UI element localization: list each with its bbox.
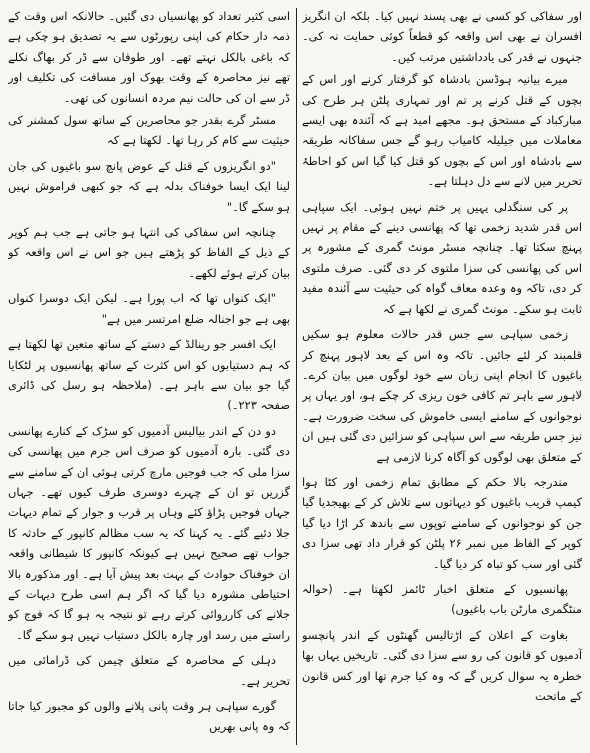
paragraph: میرے بیانیہ ہوڈسن بادشاہ کو گرفتار کرنے اور اس کے بچوں کے قتل کرنے پر تم اور تمہاری پلٹن ہر طرح کی مبارکباد کے مستحق ہو۔ مجھے امید ہے کہ آئندہ بھی ایسے معاملات میں جیلیلہ کامیاب رہو گے جس سفاکانہ طریقہ سے بادشاہ اور اس کے بچوں کو قتل کیا گیا اس کو احاطۂ تحریر میں لانے سے دل دہلتا ہے۔ [302,72,582,189]
paragraph: پھانسیوں کے متعلق اخبار ٹائمز لکھتا ہے۔ (حوالہ منٹگمری مارٹن باب باغیوں) [302,581,582,617]
paragraph: دو دن کے اندر بیالیس آدمیوں کو سڑک کے کنارے پھانسی دی گئی۔ بارہ آدمیوں کو صرف اس جرم میں پھانسی کی سزا ملی کہ جب فوجیں مارچ کرتی ہوئی ان کے سامنے سے گزریں تو ان کے چہرے دوسری طرف کیوں تھے۔ جہاں جہاں فوجیں پڑاؤ کئے وہاں پر قرب و جوار کے تمام دیہات جلا دئیے گئے۔ یہ کہنا کہ یہ سب مظالم کانپور کے حادثہ کا جواب تھے صحیح نہیں ہے کیونکہ کانپور کا شیطانی واقعہ ان خوفناک حوادث کے بہت بعد پیش آیا ہے۔ اور مذکورہ بالا احتیاطی مشورہ دیا گیا کہ اگر ہم اسی طرح دیہات کے جلانے کی کارروائی کرتے رہے تو نتیجہ یہ ہو گا کہ فوج کو راستے میں رسد اور چارہ بالکل دستیاب نہیں ہو سکے گا۔ [8,423,290,642]
paragraph: بغاوت کے اعلان کے اڑتالیس گھنٹوں کے اندر پانچسو آدمیوں کو قانون کی رو سے سزا دی گئی۔ تاریخیں یہاں بھا خطرہ یہ سوال کریں گے کہ وہ کیا جرم تھا اور کس قانون کے ماتحت [302,627,582,703]
paragraph: دہلی کے محاصرہ کے متعلق چیمن کی ڈرامائی میں تحریر ہے۔ [8,653,290,688]
column-divider [296,8,297,745]
paragraph: مندرجہ بالا حکم کے مطابق تمام زخمی اور کٹا ہوا کیمپ قریب باغیوں کو دیہاتوں سے تلاش کر کے بھیجدیا گیا جن کو نوجوانوں کے سامنے توپوں سے باندھ کر اڑا دیا گیا کوپر کے الفاظ میں نمبر ۲۶ پلٹن کو قرار داد تھی سزا دی گئی اور سب کو تباہ کر دیا گیا۔ [302,474,582,571]
paragraph: زخمی سپاہی سے جس قدر حالات معلوم ہو سکیں قلمبند کر لئے جائیں۔ تاکہ وہ اس کے بعد لاہور پہنچ کر باغیوں کا انجام اپنی زبان سے خود لوگوں میں بیان کرے۔ لاہور سے باہر تم کافی خون ریزی کر چکے ہو، اور یہاں پر نوجوانوں کے سامنے ایسی خاموش کی سخت ضرورت ہے۔ نیز جس طریقہ سے اس سپاہی کو سزائیں دی گئی ہیں ان کے متعلق بھی لوگوں کو آگاہ کرنا لازمی ہے [302,327,582,464]
paragraph: پر کی سنگدلی یہیں پر ختم نہیں ہوئی۔ ایک سپاہی اس قدر شدید زخمی تھا کہ پھانسی دینے کے مقام پر نہیں پہنچ سکتا تھا۔ چنانچہ مسٹر مونٹ گمری کے مشورہ پر اس کی پھانسی کی سزا ملتوی کر دی گئی۔ صرف ملتوی کر دی، تاکہ وہ وعدہ معاف گواہ کی حیثیت سے آئندہ مفید ثابت ہو سکے۔ مونٹ گمری نے لکھا ہے کہ [302,199,582,316]
quote-paragraph: "ایک کنواں تھا کہ اب پورا ہے۔ لیکن ایک دوسرا کنواں بھی ہے جو اجنالہ ضلع امرتسر میں ہے" [8,291,290,326]
right-text-column [302,6,582,747]
paragraph: اور سفاکی کو کسی نے بھی پسند نہیں کیا۔ بلکہ ان انگریز افسران نے بھی اس واقعہ کو قطعاً کوئی حمایت نہ کی۔ جنہوں نے قدر کی یادداشتیں مرتب کیں۔ [302,9,582,64]
quote-paragraph: "دو انگریزوں کے قتل کے عوض پانچ سو باغیوں کی جان لینا ایک ایسا خوفناک بدلہ ہے کہ جو کبھی فراموش نہیں ہو سکے گا۔" [8,158,290,214]
paragraph: مسٹر گرے بقدر جو محاصرین کے ساتھ سول کمشنر کی حیثیت سے کام کر رہا تھا۔ لکھتا ہے کہ [8,113,290,148]
left-text-column [8,6,290,747]
paragraph: اسی کثیر تعداد کو پھانسیاں دی گئیں۔ حالانکہ اس وقت کے ذمہ دار حکام کی اپنی رپورٹوں سے یہ تصدیق ہو چکی ہے کہ باغی بالکل نہتے تھے۔ اور طوفان سے ڈر کر بھاگ نکلے تھے نیز محاصرہ کے وقت بھوک اور مسافت کی تکلیف اور ڈر سے ان کی حالت نیم مردہ انسانوں کی تھی۔ [8,9,290,105]
paragraph: گورے سپاہی ہر وقت پانی پلانے والوں کو مجبور کیا جاتا کہ وہ پانی بھریں [8,699,290,734]
paragraph: چنانچہ اس سفاکی کی انتہا ہو جاتی ہے جب ہم کوپر کے ذیل کے الفاظ کو پڑھتے ہیں جو اس نے اس واقعہ کو بیان کرتے ہوئے لکھے۔ [8,225,290,280]
paragraph: ایک افسر جو رینالڈ کے دستے کے ساتھ متعین تھا لکھتا ہے کہ ہم دستیابوں کو اس کثرت کے ساتھ پھانسیوں پر لٹکایا گیا جو بیان سے باہر ہے۔ (ملاحظہ ہو رسل کی ڈائری صفحہ ۲۲۳۔) [8,337,290,413]
